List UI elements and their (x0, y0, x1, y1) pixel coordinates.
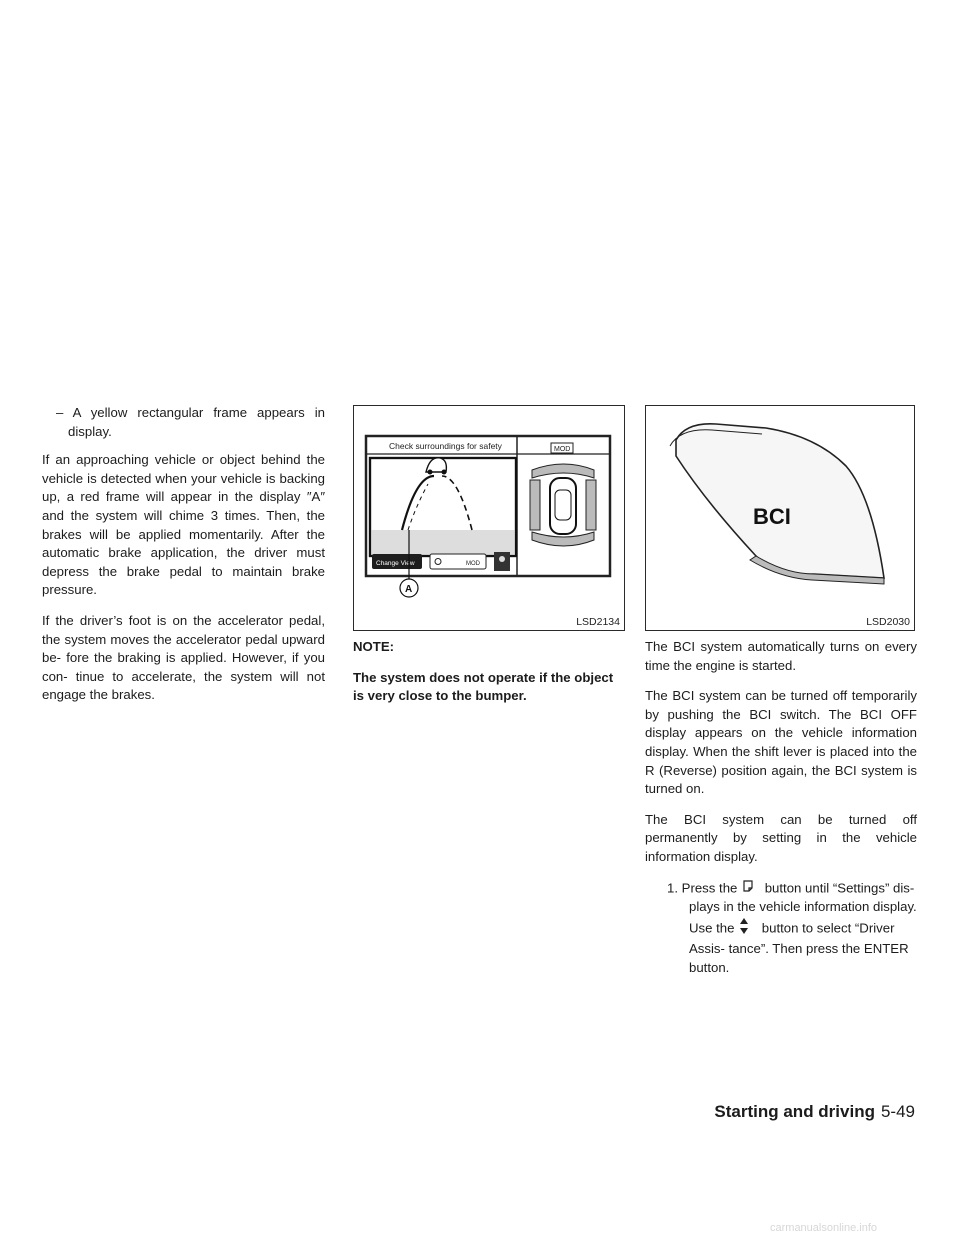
page-number: 5-49 (880, 1102, 915, 1121)
watermark: carmanualsonline.info (770, 1222, 878, 1234)
paragraph-permanent-off: The BCI system can be turned off permanently by setting in the vehicle information display. (645, 811, 917, 864)
bci-label: BCI (753, 504, 791, 529)
step-1-part-c: button to select “Driver Assis- tance”. Then press the ENTER button. (689, 920, 909, 975)
step-1-part-a: 1. Press the (667, 879, 738, 895)
page-footer (714, 1102, 915, 1122)
screen-title: Check surroundings for safety (389, 441, 502, 451)
step-1 (645, 879, 917, 978)
mod-small-label: MOD (466, 561, 480, 567)
figure-code: LSD2030 (866, 616, 910, 628)
paragraph-accelerator: If the driver’s foot is on the accelerator pedal, the system moves the accelerator pedal upward be- fore the braking is applied. However, if you con- tinue to accelerate, the system will not engage the brakes. (42, 612, 325, 703)
mod-badge: MOD (554, 446, 571, 453)
change-view-button: Change View (376, 560, 415, 567)
right-column (645, 638, 917, 978)
section-title: Starting and driving (714, 1102, 875, 1121)
display-button-icon (741, 879, 761, 899)
callout-a: A (405, 584, 413, 595)
bullet-yellow-frame: – A yellow rectangular frame appears in display. (56, 405, 325, 439)
top-view-car-icon (550, 478, 576, 534)
figure-code: LSD2134 (576, 616, 620, 628)
note-block (353, 638, 623, 718)
up-down-arrow-icon (738, 917, 758, 941)
bci-switch-illustration (646, 406, 914, 630)
step-1-part-b: button until “Settings” dis- plays in the vehicle information display. Use the (689, 879, 917, 935)
note-text: The system does not operate if the object is very close to the bumper. (353, 669, 614, 704)
figure-display-screen (353, 405, 625, 631)
note-heading: NOTE: (353, 639, 395, 654)
paragraph-auto-on: The BCI system automatically turns on every time the engine is started. (645, 639, 917, 673)
left-column (42, 404, 325, 717)
figure-bci-switch (645, 405, 915, 631)
paragraph-temporary-off: The BCI system can be turned off temporarily by pushing the BCI switch. The BCI OFF display appears on the vehicle information display. When the shift lever is placed into the R (Reverse) position again, the BCI system is turned on. (645, 688, 917, 797)
paragraph-approaching-vehicle: If an approaching vehicle or object behind the vehicle is detected when your vehicle is backing up, a red frame will appear in the display ″A″ and the system will chime 3 times. Then, the brakes will be applied momentarily. After the automatic brake application, the driver must depress the brake pedal to maintain brake pressure. (42, 452, 325, 598)
display-screen-illustration (354, 406, 624, 630)
